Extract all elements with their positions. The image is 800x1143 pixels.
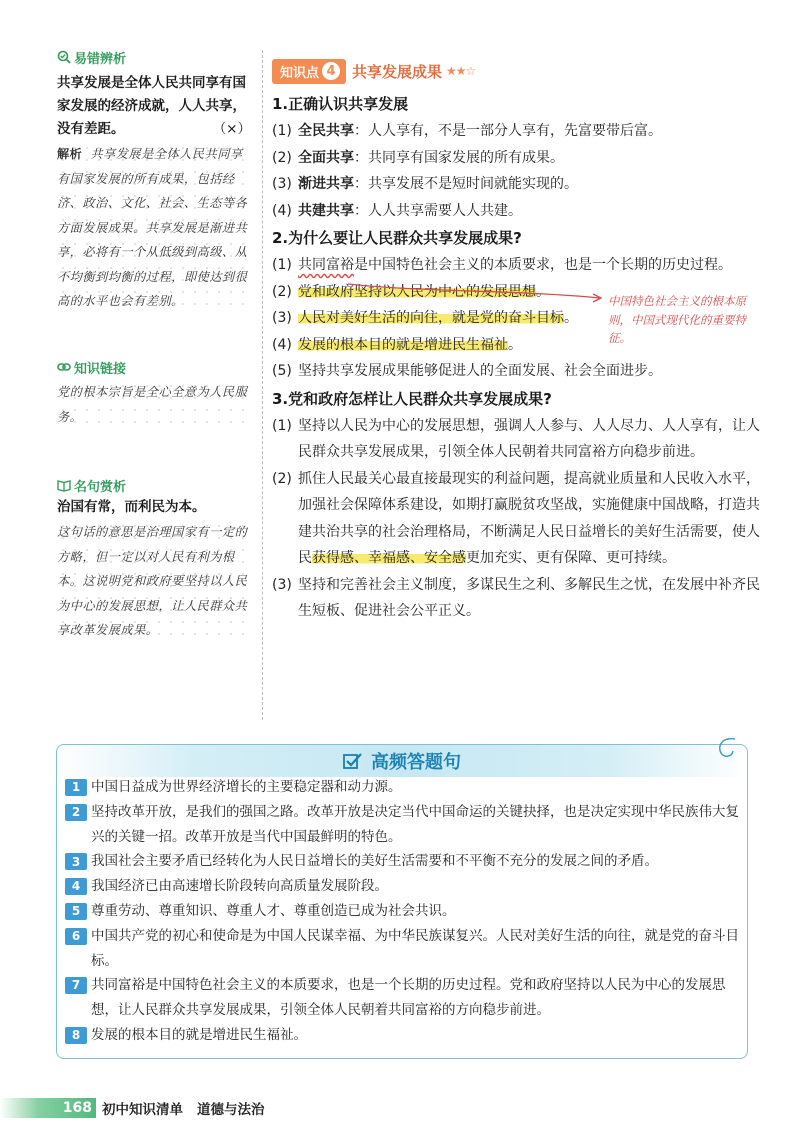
list-item: 4 我国经济已由高速增长阶段转向高质量发展阶段。 — [65, 874, 741, 899]
page-number-bar — [0, 1098, 96, 1118]
high-frequency-header — [57, 745, 747, 777]
list-item: 1 中国日益成为世界经济增长的主要稳定器和动力源。 — [65, 775, 741, 800]
wrong-mark: （×） — [212, 121, 251, 137]
list-item: (3) 人民对美好生活的向往，就是党的奋斗目标。 — [272, 310, 578, 326]
list-item: 8 发展的根本目的就是增进民生福祉。 — [65, 1023, 741, 1048]
high-frequency-title: 高频答题句 — [371, 752, 461, 773]
number-badge: 7 — [65, 977, 87, 994]
knowledge-point-badge: 知识点 4 — [272, 59, 346, 84]
knowledge-point-number: 4 — [322, 62, 340, 80]
quote-section — [57, 476, 253, 643]
list-item: 6 中国共产党的初心和使命是为中国人民谋幸福、为中华民族谋复兴。人民对美好生活的向往，就是党的奋斗目标。 — [65, 924, 741, 974]
highlighted-text: 党和政府坚持以人民为中心的发展思想 — [298, 283, 536, 300]
checkbox-check-icon — [343, 752, 363, 770]
highlighted-text: 获得感、幸福感、安全感 — [312, 550, 466, 566]
number-badge: 1 — [65, 779, 87, 796]
list-item: (4) 共建共享：人人共享需要人人共建。 — [272, 202, 522, 219]
number-badge: 3 — [65, 853, 87, 870]
list-item: 5 尊重劳动、尊重知识、尊重人才、尊重创造已成为社会共识。 — [65, 899, 741, 924]
chain-link-icon — [57, 360, 71, 374]
mistake-section — [57, 48, 253, 314]
analysis-label: 解析 — [57, 147, 83, 161]
quote-text: 这句话的意思是治理国家有一定的方略，但一定以对人民有利为根本。这说明党和政府要坚持以人民为中心的发展思想，让人民群众共享改革发展成果。 — [57, 520, 253, 643]
list-item: (2) 党和政府坚持以人民为中心的发展思想。 — [272, 283, 550, 300]
list-item: (3) 坚持和完善社会主义制度，多谋民生之利、多解民生之忧，在发展中补齐民生短板、促进社会公平正义。 — [272, 576, 760, 619]
high-frequency-list — [65, 775, 741, 1048]
difficulty-stars: ★★☆ — [446, 64, 476, 78]
number-badge: 2 — [65, 804, 87, 821]
number-badge: 5 — [65, 903, 87, 920]
high-frequency-box — [56, 744, 748, 1059]
book-title: 初中知识清单 — [102, 1102, 183, 1118]
list-item: (2) 全面共享：共同享有国家发展的所有成果。 — [272, 149, 564, 166]
handwritten-note: 中国特色社会主义的根本原则，中国式现代化的重要特征。 — [608, 294, 746, 345]
mistake-heading: 易错辨析 — [57, 48, 253, 66]
knowledge-point-title: 共享发展成果 — [352, 62, 443, 81]
list-item: 3 我国社会主要矛盾已经转化为人民日益增长的美好生活需要和不平衡不充分的发展之间的矛盾。 — [65, 849, 741, 874]
list-item: 7 共同富裕是中国特色社会主义的本质要求，也是一个长期的历史过程。党和政府坚持以人民为中心的发展思想，让人民群众共享发展成果，引领全体人民朝着共同富裕的方向稳步前进。 — [65, 973, 741, 1023]
quote-heading: 名句赏析 — [57, 476, 253, 494]
knowledge-point-header — [272, 58, 760, 84]
section-2-title: 2.为什么要让人民群众共享发展成果? — [272, 229, 522, 247]
list-item: (3) 渐进共享：共享发展不是短时间就能实现的。 — [272, 176, 578, 192]
quote-title: 治国有常，而利民为本。 — [57, 499, 206, 515]
list-item: (2) 抓住人民最关心最直接最现实的利益问题，提高就业质量和人民收入水平，加强社会保障体系建设，如期打赢脱贫攻坚战，实施健康中国战略，打造共建共治共享的社会治理格局，不断满足人民日益增长的美好生活需要，使人民获得感、幸福感、安全感更加充实、更有保障、更可持续。 — [272, 470, 760, 566]
list-item: (1) 共同富裕是中国特色社会主义的本质要求，也是一个长期的历史过程。 — [272, 257, 732, 273]
highlighted-text: 发展的根本目的就是增进民生福祉 — [298, 336, 508, 353]
list-item: (4) 发展的根本目的就是增进民生福祉。 — [272, 336, 522, 353]
section-1-title: 1.正确认识共享发展 — [272, 95, 409, 113]
list-item: 2 坚持改革开放，是我们的强国之路。改革开放是决定当代中国命运的关键抉择，也是决定实现中华民族伟大复兴的关键一招。改革开放是当代中国最鲜明的特色。 — [65, 800, 741, 850]
swirl-decoration-icon — [713, 735, 741, 761]
list-item: (1) 坚持以人民为中心的发展思想，强调人人参与、人人尽力、人人享有，让人民群众共享发展成果，引领全体人民朝着共同富裕方向稳步前进。 — [272, 417, 760, 460]
highlighted-text: 人民对美好生活的向往，就是党的奋斗目标 — [298, 310, 564, 326]
list-item: (1) 全民共享：人人享有，不是一部分人享有，先富要带后富。 — [272, 123, 662, 139]
link-text: 党的根本宗旨是全心全意为人民服务。 — [57, 380, 253, 429]
subject-title: 道德与法治 — [197, 1102, 265, 1118]
number-badge: 4 — [65, 878, 87, 895]
page-number: 168 — [62, 1100, 92, 1116]
mistake-analysis: 解析 共享发展是全体人民共同享有国家发展的所有成果，包括经济、政治、文化、社会、生态等各方面发展成果。共享发展是渐进共享，必将有一个从低级到高级、从不均衡到均衡的过程，即使达到很高的水平也会有差别。 — [57, 142, 253, 314]
open-book-icon — [57, 478, 71, 492]
number-badge: 6 — [65, 928, 87, 945]
section-3-list — [272, 413, 760, 625]
section-3-title: 3.党和政府怎样让人民群众共享发展成果? — [272, 389, 552, 408]
magnifier-check-icon — [57, 50, 71, 64]
section-1-list — [272, 118, 760, 224]
number-badge: 8 — [65, 1027, 87, 1044]
page-footer — [0, 1098, 265, 1118]
list-item: (5) 坚持共享发展成果能够促进人的全面发展、社会全面进步。 — [272, 363, 662, 379]
column-divider — [262, 50, 263, 720]
link-section — [57, 358, 253, 429]
wavy-underlined-term: 共同富裕 — [298, 257, 354, 273]
link-heading: 知识链接 — [57, 358, 253, 376]
mistake-statement: 共享发展是全体人民共同享有国家发展的经济成就，人人共享，没有差距。 （×） — [57, 72, 253, 141]
